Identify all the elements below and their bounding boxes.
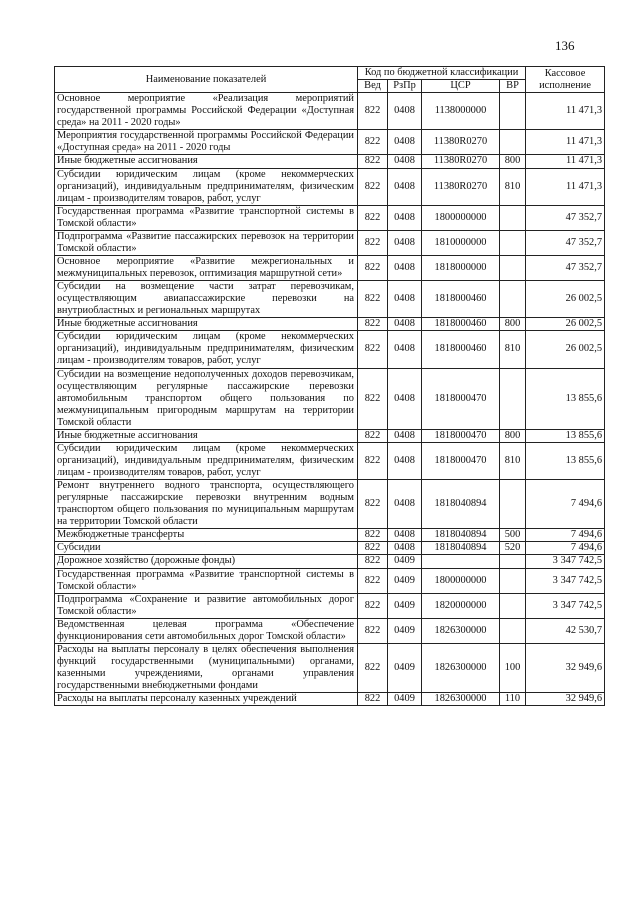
row-csr: 1826300000 [422,693,500,706]
table-row [55,331,605,368]
table-row [55,568,605,593]
row-vr [500,618,526,643]
table-row [55,318,605,331]
row-amount: 13 855,6 [526,442,605,479]
table-row [55,168,605,205]
row-csr: 1810000000 [422,230,500,255]
row-amount: 13 855,6 [526,429,605,442]
row-ved: 822 [358,331,388,368]
row-rzpr: 0408 [388,368,422,429]
row-csr: 11380R0270 [422,168,500,205]
row-ved: 822 [358,205,388,230]
row-csr: 1818000460 [422,318,500,331]
page-number: 136 [555,38,575,53]
table-row [55,442,605,479]
row-amount: 11 471,3 [526,168,605,205]
row-vr: 800 [500,429,526,442]
row-ved: 822 [358,368,388,429]
row-name: Субсидии на возмещение части затрат перевозчикам, осуществляющим авиапассажирские перевозки на внутриобластных и региональных маршрутах [55,281,358,318]
row-csr: 11380R0270 [422,155,500,168]
row-name: Расходы на выплаты персоналу в целях обеспечения выполнения функций государственными (муниципальными) органами, казенными учреждениями, органами управления государственными внебюджетными фондами [55,643,358,692]
table-row [55,693,605,706]
row-vr [500,593,526,618]
row-amount: 11 471,3 [526,155,605,168]
row-vr [500,555,526,568]
row-name: Межбюджетные трансферты [55,529,358,542]
row-vr: 520 [500,542,526,555]
row-amount: 13 855,6 [526,368,605,429]
row-ved: 822 [358,568,388,593]
row-rzpr: 0408 [388,529,422,542]
row-ved: 822 [358,155,388,168]
header-ved: Вед [358,80,388,93]
row-vr [500,93,526,130]
row-csr: 1826300000 [422,618,500,643]
row-csr: 1818040894 [422,542,500,555]
row-name: Иные бюджетные ассигнования [55,429,358,442]
row-csr: 1818000460 [422,281,500,318]
row-rzpr: 0409 [388,555,422,568]
row-amount: 26 002,5 [526,281,605,318]
row-csr: 1818000470 [422,442,500,479]
header-vr: ВР [500,80,526,93]
row-name: Субсидии юридическим лицам (кроме некоммерческих организаций), индивидуальным предпринимателям, физическим лицам - производителям товаров, работ, услуг [55,331,358,368]
row-rzpr: 0408 [388,255,422,280]
row-vr: 500 [500,529,526,542]
row-name: Иные бюджетные ассигнования [55,155,358,168]
row-rzpr: 0408 [388,331,422,368]
row-ved: 822 [358,593,388,618]
row-rzpr: 0408 [388,130,422,155]
row-vr [500,230,526,255]
row-amount: 7 494,6 [526,542,605,555]
row-ved: 822 [358,230,388,255]
row-amount: 11 471,3 [526,130,605,155]
row-ved: 822 [358,442,388,479]
row-csr: 1818000470 [422,368,500,429]
table-row [55,368,605,429]
row-csr: 1818000470 [422,429,500,442]
table-row [55,93,605,130]
row-ved: 822 [358,130,388,155]
row-vr: 100 [500,643,526,692]
row-amount: 32 949,6 [526,643,605,692]
table-row [55,155,605,168]
row-name: Основное мероприятие «Развитие межрегиональных и межмуниципальных перевозок, оптимизация маршрутной сети» [55,255,358,280]
row-csr: 1820000000 [422,593,500,618]
row-rzpr: 0408 [388,429,422,442]
row-amount: 26 002,5 [526,318,605,331]
row-rzpr: 0408 [388,281,422,318]
row-ved: 822 [358,255,388,280]
row-ved: 822 [358,555,388,568]
row-name: Иные бюджетные ассигнования [55,318,358,331]
row-rzpr: 0409 [388,643,422,692]
row-name: Субсидии [55,542,358,555]
row-ved: 822 [358,529,388,542]
row-rzpr: 0408 [388,442,422,479]
row-name: Государственная программа «Развитие транспортной системы в Томской области» [55,205,358,230]
table-row [55,593,605,618]
row-csr: 1818040894 [422,529,500,542]
row-rzpr: 0408 [388,318,422,331]
row-csr: 1826300000 [422,643,500,692]
header-amount: Кассовое исполнение [526,67,605,93]
row-name: Дорожное хозяйство (дорожные фонды) [55,555,358,568]
row-rzpr: 0408 [388,542,422,555]
budget-table [54,66,605,706]
row-vr [500,255,526,280]
row-ved: 822 [358,281,388,318]
row-vr: 810 [500,442,526,479]
row-name: Ведомственная целевая программа «Обеспечение функционирования сети автомобильных дорог Томской области» [55,618,358,643]
row-vr [500,568,526,593]
row-rzpr: 0409 [388,593,422,618]
row-csr: 1138000000 [422,93,500,130]
row-ved: 822 [358,480,388,529]
table-row [55,529,605,542]
row-vr [500,281,526,318]
row-rzpr: 0408 [388,230,422,255]
row-csr: 1818000000 [422,255,500,280]
table-row [55,643,605,692]
row-vr: 800 [500,155,526,168]
row-vr [500,480,526,529]
table-row [55,555,605,568]
table-row [55,130,605,155]
row-ved: 822 [358,643,388,692]
row-vr: 800 [500,318,526,331]
row-rzpr: 0408 [388,93,422,130]
row-rzpr: 0409 [388,618,422,643]
row-vr: 110 [500,693,526,706]
row-amount: 3 347 742,5 [526,555,605,568]
row-csr [422,555,500,568]
row-ved: 822 [358,93,388,130]
row-vr [500,205,526,230]
table-row [55,281,605,318]
row-csr: 1800000000 [422,568,500,593]
row-amount: 7 494,6 [526,480,605,529]
row-csr: 11380R0270 [422,130,500,155]
row-amount: 11 471,3 [526,93,605,130]
row-amount: 3 347 742,5 [526,593,605,618]
row-csr: 1818040894 [422,480,500,529]
row-amount: 47 352,7 [526,255,605,280]
row-ved: 822 [358,542,388,555]
row-ved: 822 [358,318,388,331]
row-name: Государственная программа «Развитие транспортной системы в Томской области» [55,568,358,593]
table-row [55,429,605,442]
row-amount: 47 352,7 [526,230,605,255]
row-rzpr: 0409 [388,568,422,593]
row-vr: 810 [500,331,526,368]
table-row [55,255,605,280]
row-name: Расходы на выплаты персоналу казенных учреждений [55,693,358,706]
row-amount: 32 949,6 [526,693,605,706]
table-row [55,542,605,555]
row-name: Основное мероприятие «Реализация мероприятий государственной программы Российской Федерации «Доступная среда» на 2011 - 2020 годы» [55,93,358,130]
row-name: Мероприятия государственной программы Российской Федерации «Доступная среда» на 2011 - 2020 годы [55,130,358,155]
row-ved: 822 [358,168,388,205]
row-rzpr: 0408 [388,480,422,529]
row-amount: 7 494,6 [526,529,605,542]
header-name: Наименование показателей [55,67,358,93]
row-rzpr: 0408 [388,205,422,230]
table-row [55,230,605,255]
row-ved: 822 [358,693,388,706]
row-rzpr: 0408 [388,168,422,205]
table-row [55,618,605,643]
row-name: Субсидии на возмещение недополученных доходов перевозчикам, осуществляющим регулярные пассажирские перевозки автомобильным транспортом общего пользования по межмуниципальным пригородным маршрутам на территории Томской области [55,368,358,429]
row-amount: 42 530,7 [526,618,605,643]
row-name: Подпрограмма «Сохранение и развитие автомобильных дорог Томской области» [55,593,358,618]
row-rzpr: 0408 [388,155,422,168]
row-amount: 47 352,7 [526,205,605,230]
row-name: Подпрограмма «Развитие пассажирских перевозок на территории Томской области» [55,230,358,255]
row-ved: 822 [358,618,388,643]
row-amount: 3 347 742,5 [526,568,605,593]
header-code-group: Код по бюджетной классификации [358,67,526,80]
row-csr: 1800000000 [422,205,500,230]
table-row [55,480,605,529]
row-name: Ремонт внутреннего водного транспорта, осуществляющего регулярные пассажирские перевозки внутренним водным транспортом общего пользования по муниципальным маршрутам на территории Томской области [55,480,358,529]
row-amount: 26 002,5 [526,331,605,368]
row-vr: 810 [500,168,526,205]
row-name: Субсидии юридическим лицам (кроме некоммерческих организаций), индивидуальным предпринимателям, физическим лицам - производителям товаров, работ, услуг [55,442,358,479]
table-row [55,205,605,230]
header-rzpr: РзПр [388,80,422,93]
row-ved: 822 [358,429,388,442]
header-csr: ЦСР [422,80,500,93]
row-rzpr: 0409 [388,693,422,706]
row-name: Субсидии юридическим лицам (кроме некоммерческих организаций), индивидуальным предпринимателям, физическим лицам - производителям товаров, работ, услуг [55,168,358,205]
row-csr: 1818000460 [422,331,500,368]
row-vr [500,130,526,155]
row-vr [500,368,526,429]
